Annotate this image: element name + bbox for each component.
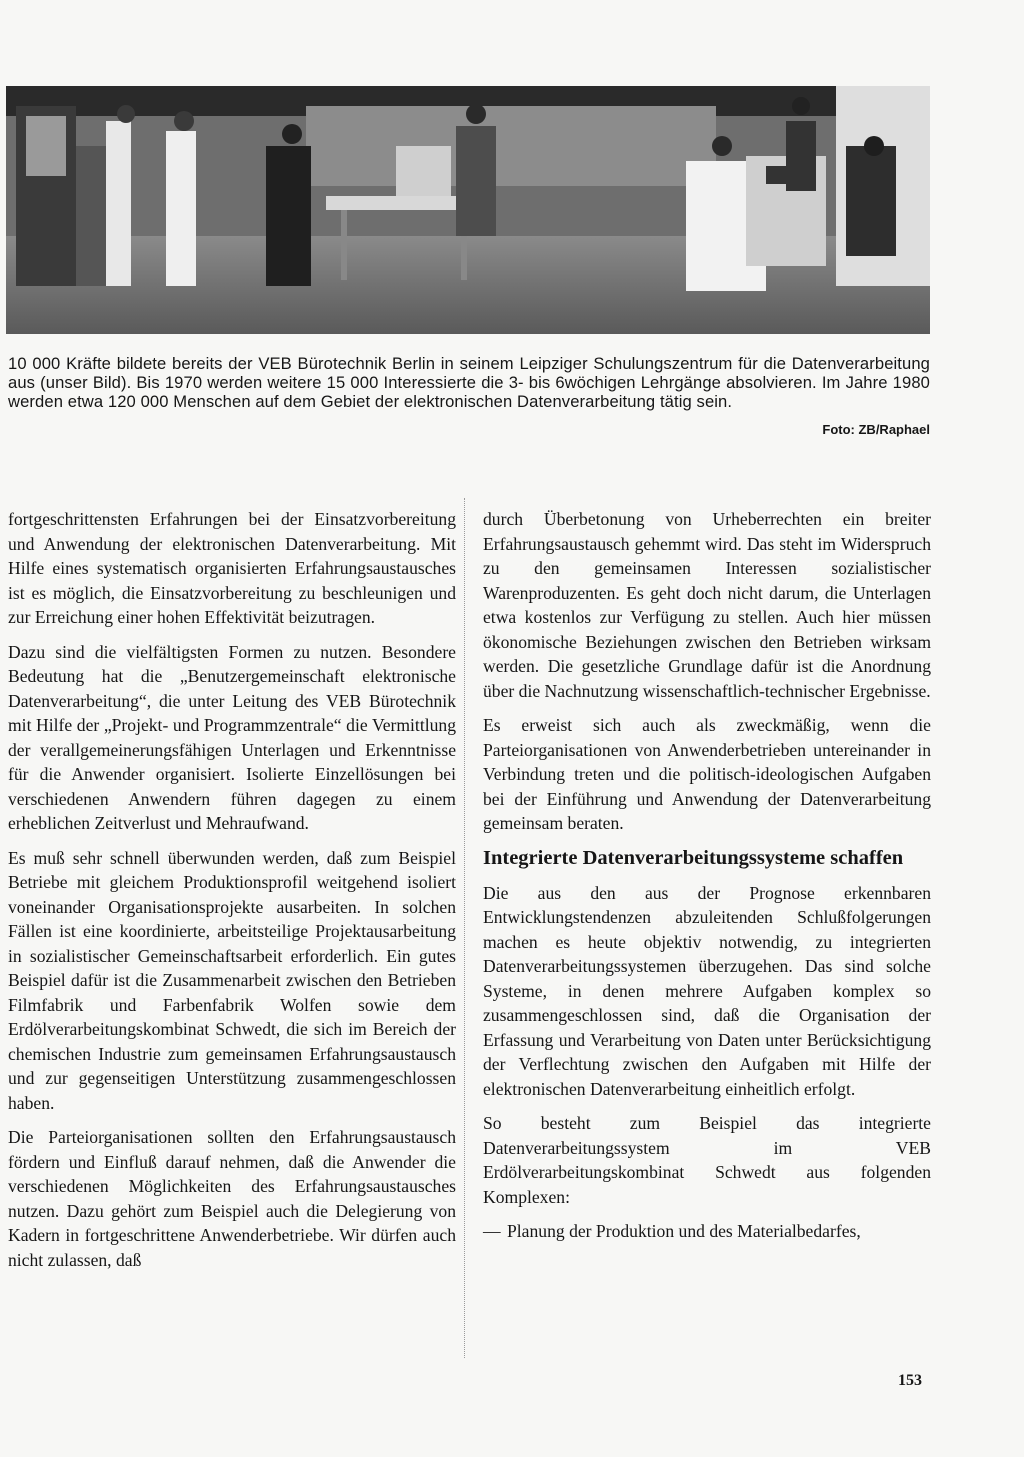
list-dash: — xyxy=(483,1221,501,1241)
left-paragraph-3: Es muß sehr schnell überwunden werden, daß zum Beispiel Betriebe mit gleichem Produktionsprofil weitgehend isoliert voneinander Organisationsprojekte ausarbeiten. In solchen Fällen ist eine koordinierte, arbeitsteilige Projektausarbeitung in sozialistischer Gemeinschaftsarbeit erforderlich. Ein gutes Beispiel dafür ist die Zusammenarbeit zwischen den Betrieben Filmfabrik und Farbenfabrik Wolfen sowie dem Erdölverarbeitungskombinat Schwedt, die sich im Bereich der chemischen Industrie zum gemeinsamen Erfahrungsaustausch und zur gegenseitigen Unterstützung zusammengeschlossen haben. xyxy=(8,847,456,1113)
left-paragraph-2: Dazu sind die vielfältigsten Formen zu nutzen. Besondere Bedeutung hat die „Benutzergemeinschaft elektronische Datenverarbeitung“, die unter Leitung des VEB Bürotechnik mit Hilfe der „Projekt- und Programmzentrale“ die Vermittlung der verallgemeinerungsfähigen Unterlagen und Erkenntnisse für die Anwender organisiert. Isolierte Einzellösungen bei verschiedenen Anwendern führen dagegen zu einem erheblichen Zeitverlust und Mehraufwand. xyxy=(8,641,456,833)
left-column xyxy=(8,507,456,1282)
right-paragraph-1: durch Überbetonung von Urheberrechten ein breiter Erfahrungsaustausch gehemmt wird. Das steht im Widerspruch zu den gemeinsamen Interessen sozialistischer Warenproduzenten. Es geht doch nicht darum, die Unterlagen etwa kostenlos zur Verfügung zu stellen. Auch hier müssen ökonomische Beziehungen zwischen den Betrieben wirksam werden. Die gesetzliche Grundlage dafür ist die Anordnung über die Nachnutzung wissenschaftlich-technischer Ergebnisse. xyxy=(483,509,931,701)
photo-illustration xyxy=(6,86,930,334)
section-heading: Integrierte Datenverarbeitungssysteme schaffen xyxy=(483,846,904,869)
left-paragraph-4: Die Parteiorganisationen sollten den Erfahrungsaustausch fördern und Einfluß darauf nehmen, daß die Anwender die verschiedenen Möglichkeiten des Erfahrungsaustausches nutzen. Dazu gehört zum Beispiel auch die Delegierung von Kadern in fortgeschrittene Anwenderbetriebe. Wir dürfen auch nicht zulassen, daß xyxy=(8,1127,456,1270)
photo-credit: Foto: ZB/Raphael xyxy=(822,422,930,437)
list-item-text: Planung der Produktion und des Materialbedarfes, xyxy=(507,1221,861,1241)
right-column xyxy=(483,507,931,1244)
left-paragraph-1: fortgeschrittensten Erfahrungen bei der Einsatzvorbereitung und Anwendung der elektronischen Datenverarbeitung. Mit Hilfe eines systematisch organisierten Erfahrungsaustausches ist es möglich, die Einsatzvorbereitung zu beschleunigen und zur Erreichung einer hohen Effektivität beizutragen. xyxy=(8,509,456,627)
right-paragraph-2: Es erweist sich auch als zweckmäßig, wenn die Parteiorganisationen von Anwenderbetrieben untereinander in Verbindung treten und die politisch-ideologischen Aufgaben bei der Einführung und Anwendung der Datenverarbeitung gemeinsam beraten. xyxy=(483,715,931,833)
training-center-photo xyxy=(6,86,930,334)
column-divider xyxy=(464,498,465,1358)
caption-text: 10 000 Kräfte bildete bereits der VEB Bürotechnik Berlin in seinem Leipziger Schulungszentrum für die Datenverarbeitung aus (unser Bild). Bis 1970 werden weitere 15 000 Interessierte die 3- bis 6wöchigen Lehrgänge absolvieren. Im Jahre 1980 werden etwa 120 000 Menschen auf dem Gebiet der elektronischen Datenverarbeitung tätig sein. xyxy=(8,354,930,411)
page-number: 153 xyxy=(898,1372,922,1389)
right-paragraph-4: So besteht zum Beispiel das integrierte Datenverarbeitungssystem im VEB Erdölverarbeitungskombinat Schwedt aus folgenden Komplexen: xyxy=(483,1113,931,1207)
right-paragraph-3: Die aus den aus der Prognose erkennbaren Entwicklungstendenzen abzuleitenden Schlußfolgerungen machen es heute objektiv notwendig, zu integrierten Datenverarbeitungssystemen überzugehen. Das sind solche Systeme, in denen mehrere Aufgaben komplex so zusammengeschlossen sind, daß die Organisation der Erfassung und Verarbeitung von Daten unter Berücksichtigung der Verflechtung zwischen den Aufgaben mit Hilfe der elektronischen Datenverarbeitung einheitlich erfolgt. xyxy=(483,882,931,1099)
photo-caption xyxy=(8,354,930,411)
list-item xyxy=(483,1219,931,1244)
